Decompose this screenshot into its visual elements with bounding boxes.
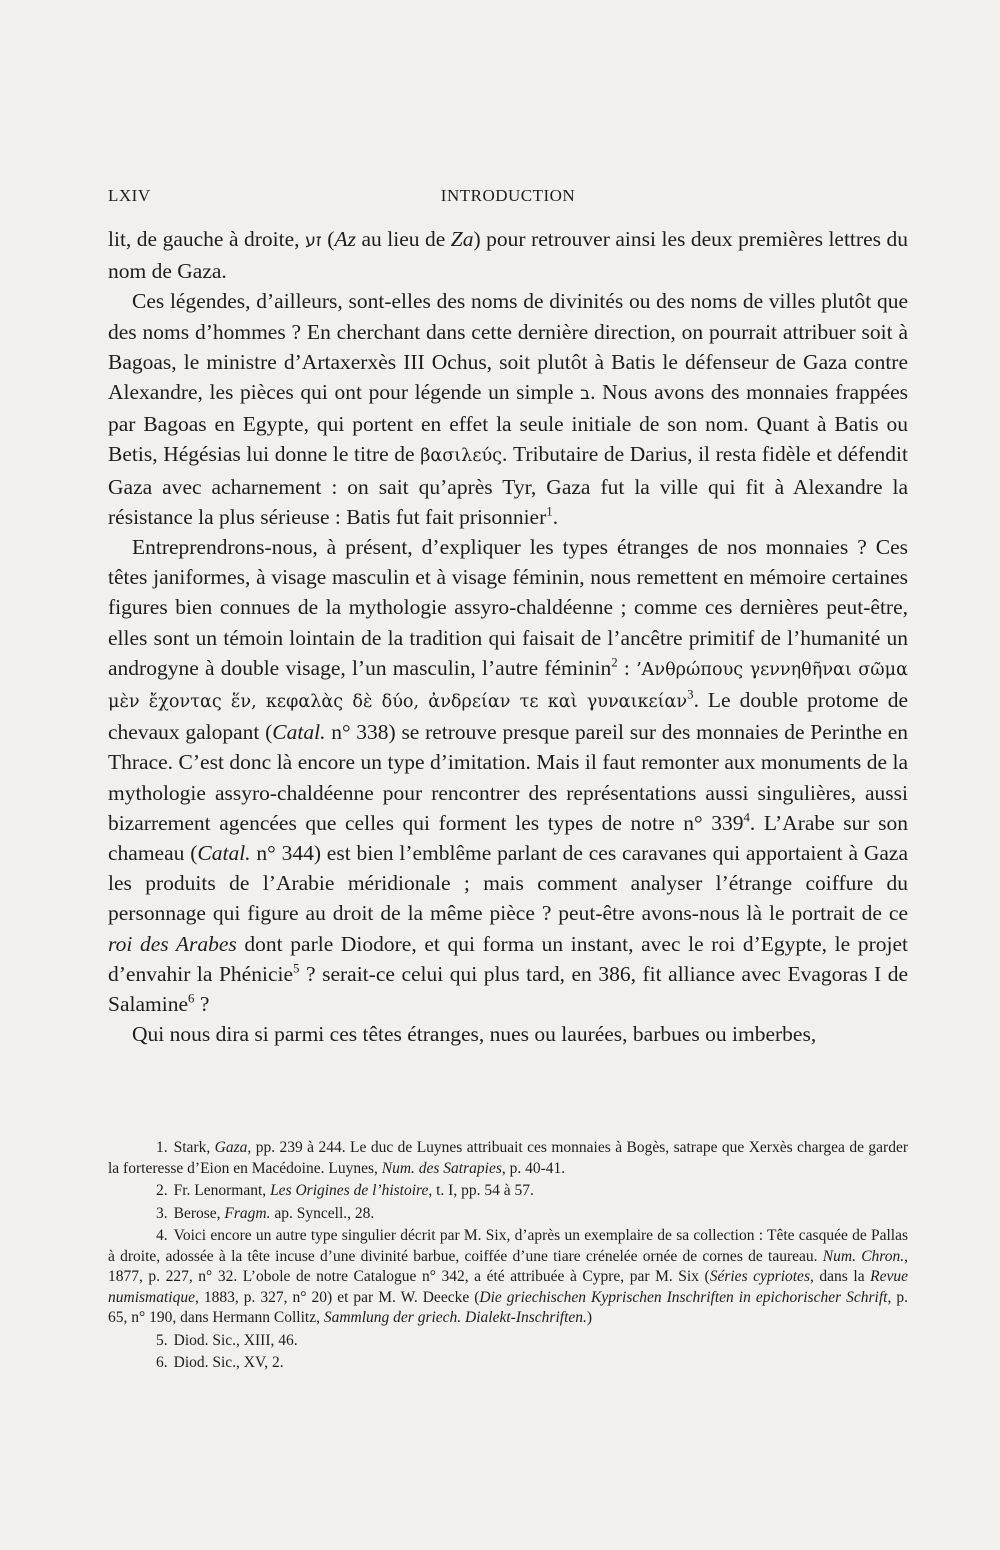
footnote-number: 5. (156, 1331, 168, 1349)
italic-text: Catal. (272, 720, 326, 745)
italic-text: Za (450, 227, 474, 251)
text-run: ( (321, 227, 335, 251)
text-run: n° 344) est bien l’emblême parlant de ces caravanes qui apportaient à Gaza les produits de l’Arabie méridionale ; mais comment analyser l’étrange coiffure du personnage qui figure au droit de la même pièce ? peut-être avons-nous là le portrait de ce (108, 841, 908, 926)
text-run: . Nous avons des monnaies frappées par Bagoas en Egypte, qui portent en effet la seule initiale de son nom. Quant à Batis ou Betis, Hégésias lui donne le titre de (108, 380, 908, 467)
text-run: ) (586, 1309, 593, 1326)
footnote-4 (108, 1226, 908, 1329)
running-head (108, 186, 908, 208)
text-run: au lieu de (355, 227, 451, 251)
text-run: . L’Arabe sur son chameau ( (108, 810, 908, 866)
footnote-number: 1. (156, 1139, 168, 1156)
text-run: Diod. Sic., XV, 2. (173, 1354, 284, 1371)
footnote-1 (108, 1138, 908, 1179)
paragraph-3 (108, 532, 908, 1019)
italic-text: Fragm. (224, 1204, 271, 1222)
text-run: , p. 65, n° 190, dans Hermann Collitz, (108, 1288, 908, 1326)
body-text (108, 224, 908, 1049)
text-run: Stark, (173, 1139, 215, 1156)
running-title: INTRODUCTION (440, 186, 576, 205)
footnote-number: 3. (156, 1204, 168, 1222)
text-run: , t. I, pp. 54 à 57. (428, 1182, 534, 1199)
italic-text: Gaza (214, 1139, 248, 1156)
text-run: Qui nous dira si parmi ces têtes étranges, nues ou laurées, barbues ou imberbes, (132, 1022, 817, 1047)
text-run: lit, de gauche à droite, (108, 227, 306, 251)
text-run: , 1883, p. 327, n° 20) et par M. W. Deecke ( (194, 1288, 480, 1306)
footnote-number: 6. (156, 1354, 168, 1371)
text-run: dont parle Diodore, et qui forma un instant, avec le roi d’Egypte, le projet d’envahir la Phénicie (108, 931, 908, 986)
italic-text: Num. des Satrapies (381, 1159, 502, 1177)
page-number: LXIV (108, 186, 151, 205)
footnote-5 (108, 1331, 908, 1352)
text-run: : (617, 655, 637, 680)
text-run: Voici encore un autre type singulier décrit par M. Six, d’après un exemplaire de sa collection : Tête casquée de Pallas à droite, adossée à la tête incuse d’une divinité barbue, coiffée d’une tiare crénelée ornée de cornes de taureau. (108, 1227, 908, 1265)
text-run: Ces légendes, d’ailleurs, sont-elles des noms de divinités ou des noms de villes plutôt que des noms d’hommes ? En cherchant dans cette dernière direction, on pourrait attribuer soit à Bagoas, le ministre d’Artaxerxès III Ochus, soit plutôt à Batis le défenseur de Gaza contre Alexandre, les pièces qui ont pour légende un simple (108, 289, 908, 405)
paragraph-1 (108, 224, 908, 286)
text-run: , dans la (809, 1268, 871, 1285)
footnote-number: 4. (156, 1227, 168, 1244)
text-run: ) pour retrouver ainsi les deux premières lettres du nom de Gaza. (108, 227, 908, 284)
text-run: Berose, (173, 1204, 225, 1222)
italic-text: Az (334, 227, 356, 251)
text-run: , 1877, p. 227, n° 32. L’obole de notre Catalogue n° 342, a été attribuée à Cypre, par M. Six ( (108, 1247, 909, 1285)
text-run: , pp. 239 à 244. Le duc de Luynes attribuait ces monnaies à Bogès, satrape que Xerxès chargea de garder la forteresse d’Eion en Macédoine. Luynes, (108, 1139, 909, 1177)
text-run: ap. Syncell., 28. (270, 1204, 375, 1222)
greek-text: βασιλεύς (420, 446, 503, 467)
hebrew-letters: זע (305, 231, 322, 251)
footnote-number: 2. (156, 1182, 168, 1199)
footnote-ref: 5 (293, 961, 300, 976)
paragraph-4 (108, 1019, 908, 1049)
text-run: n° 338) se retrouve presque pareil sur des monnaies de Perinthe en Thrace. C’est donc là encore un type d’imitation. Mais il faut remonter aux monuments de la mythologie assyro-chaldéenne pour rencontrer des représentations aussi singulières, aussi bizarrement agencées que celles qui forment les types de notre n° 339 (108, 720, 908, 835)
italic-text: Revue numismatique (108, 1268, 908, 1306)
paragraph-2 (108, 286, 908, 532)
italic-text: Les Origines de l’histoire (270, 1182, 429, 1199)
text-run: . Tributaire de Darius, il resta fidèle et défendit Gaza avec acharnement : on sait qu’après Tyr, Gaza fut la ville qui fit à Alexandre la résistance la plus sérieuse : Batis fut fait prisonnier (108, 442, 908, 529)
footnote-ref: 4 (743, 810, 750, 825)
footnote-ref: 2 (611, 655, 618, 670)
italic-text: roi des Arabes (108, 931, 237, 956)
footnote-6 (108, 1353, 908, 1374)
text-run: Diod. Sic., XIII, 46. (173, 1331, 298, 1349)
text-run: Entreprendrons-nous, à présent, d’expliquer les types étranges de nos monnaies ? Ces têtes janiformes, à visage masculin et à visage féminin, nous remettent en mémoire certaines figures bien connues de la mythologie assyro-chaldéenne ; comme ces dernières peut-être, elles sont un témoin lointain de la tradition qui faisait de l’ancêtre primitif de l’humanité un androgyne à double visage, l’un masculin, l’autre féminin (108, 535, 908, 680)
text-run: ? serait-ce celui qui plus tard, en 386, fit alliance avec Evagoras I de Salamine (108, 961, 908, 1017)
italic-text: Num. Chron. (822, 1247, 905, 1265)
text-run: , p. 40-41. (501, 1159, 566, 1177)
hebrew-letter: ב (580, 384, 591, 405)
italic-text: Sammlung der griech. Dialekt-Inschriften. (323, 1309, 587, 1326)
italic-text: Catal. (197, 841, 251, 866)
footnote-3 (108, 1204, 908, 1225)
footnote-ref: 6 (188, 991, 195, 1006)
italic-text: Séries cypriotes (709, 1268, 810, 1285)
text-run: . Le double protome de chevaux galopant ( (108, 688, 908, 745)
footnote-2 (108, 1181, 908, 1202)
footnote-ref: 1 (546, 504, 553, 519)
text-run: . (552, 504, 559, 529)
footnotes (108, 1138, 908, 1376)
text-run: ? (194, 992, 210, 1017)
footnote-ref: 3 (687, 687, 694, 702)
text-run: Fr. Lenormant, (173, 1182, 271, 1199)
greek-quotation: ’Ανθρώπους γεννηθῆναι σῶμα μὲν ἔχοντας ἕν, κεφαλὰς δὲ δύο, ἀνδρείαν τε καὶ γυναικείαν (108, 659, 908, 713)
italic-text: Die griechischen Kyprischen Inschriften in epichorischer Schrift (479, 1288, 888, 1306)
